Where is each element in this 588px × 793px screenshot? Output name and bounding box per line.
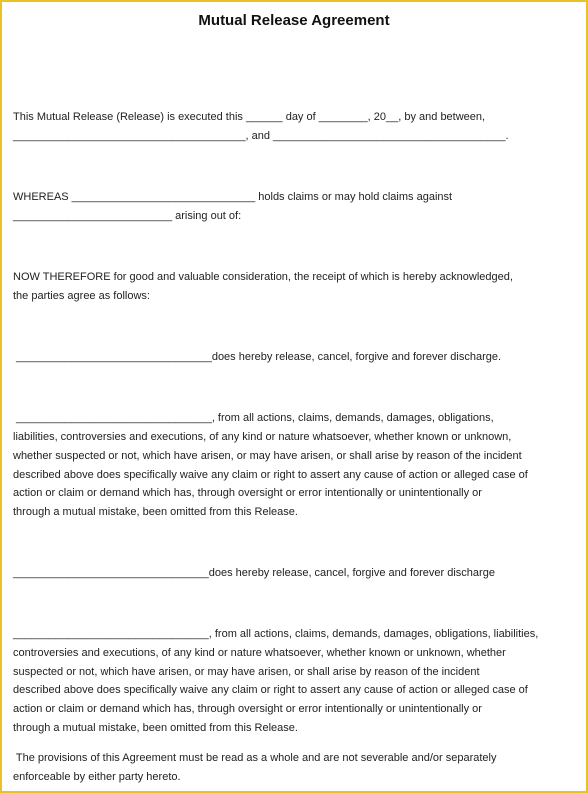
provisions-line-2: enforceable by either party hereto. [13,771,181,783]
whereas-line-1: WHEREAS ______________________________ holds claims or may hold claims against [13,191,453,203]
release-2-line-6: through a mutual mistake, been omitted from this Release. [13,722,298,734]
intro-line-2: ______________________________________, and ______________________________________. [13,130,509,142]
release-2-line-2: controversies and executions, of any kind or nature whatsoever, whether known or unknown, whether [13,647,506,659]
release-2-line-5: action or claim or demand which has, through oversight or error intentionally or unintentionally or [13,703,482,715]
release-2-line-1: ________________________________, from all actions, claims, demands, damages, obligations, liabilities, [13,628,539,640]
release-1-line-1: ________________________________, from all actions, claims, demands, damages, obligations, [13,412,494,424]
release-2-line-3: suspected or not, which have arisen, or may have arisen, or shall arise by reason of the incident [13,666,480,678]
release-1-heading: ________________________________does hereby release, cancel, forgive and forever discharge. [13,351,502,363]
provisions-line-1: The provisions of this Agreement must be read as a whole and are not severable and/or separately [13,752,497,764]
release-1-line-4: described above does specifically waive any claim or right to assert any cause of action or alleged case of [13,469,528,481]
release-1-line-6: through a mutual mistake, been omitted from this Release. [13,506,298,518]
release-2-heading: ________________________________does hereby release, cancel, forgive and forever discharge [13,567,495,579]
document-title: Mutual Release Agreement [198,12,390,29]
release-1-line-2: liabilities, controversies and executions, of any kind or nature whatsoever, whether known or unknown, [13,431,512,443]
now-therefore-line-1: NOW THEREFORE for good and valuable consideration, the receipt of which is hereby acknowledged, [13,271,513,283]
release-1-line-3: whether suspected or not, which have arisen, or may have arisen, or shall arise by reason of the incident [13,450,522,462]
release-2-line-4: described above does specifically waive any claim or right to assert any cause of action or alleged case of [13,684,528,696]
intro-line-1: This Mutual Release (Release) is executed this ______ day of ________, 20__, by and between, [13,111,486,123]
now-therefore-line-2: the parties agree as follows: [13,290,150,302]
whereas-line-2: __________________________ arising out of: [13,210,242,222]
release-1-line-5: action or claim or demand which has, through oversight or error intentionally or unintentionally or [13,487,482,499]
